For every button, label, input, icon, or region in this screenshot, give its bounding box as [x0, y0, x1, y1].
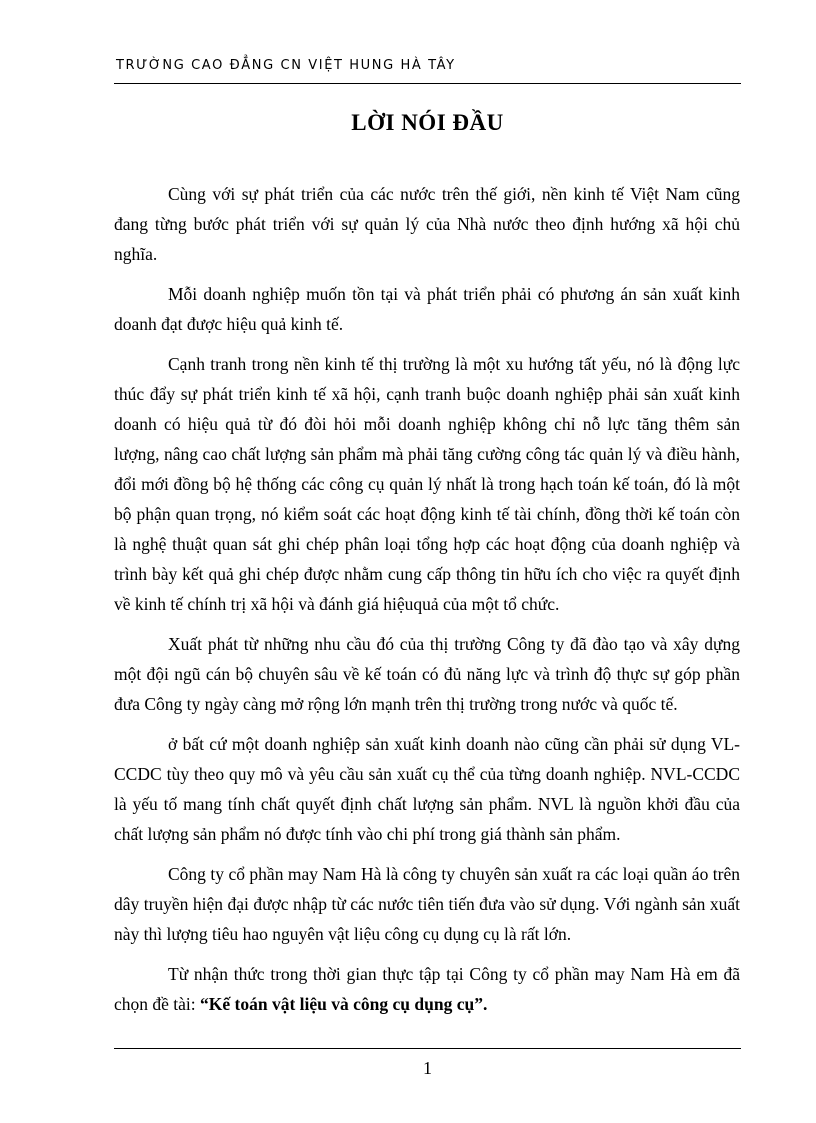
paragraph: Mỗi doanh nghiệp muốn tồn tại và phát triển phải có phương án sản xuất kinh doanh đạt được hiệu quả kinh tế.	[114, 284, 740, 334]
paragraph: Công ty cổ phần may Nam Hà là công ty chuyên sản xuất ra các loại quần áo trên dây truyền hiện đại được nhập từ các nước tiên tiến đưa vào sử dụng. Với ngành sản xuất này thì lượng tiêu hao nguyên vật liệu công cụ dụng cụ là rất lớn.	[114, 864, 740, 944]
header-divider	[114, 83, 741, 84]
page-number: 1	[423, 1058, 432, 1078]
page-header: TRƯỜNG CAO ĐẲNG CN VIỆT HUNG HÀ TÂY	[116, 58, 456, 73]
topic-title: “Kế toán vật liệu và công cụ dụng cụ”.	[200, 994, 488, 1014]
paragraph: Xuất phát từ những nhu cầu đó của thị trường Công ty đã đào tạo và xây dựng một đội ngũ cán bộ chuyên sâu về kế toán có đủ năng lực và trình độ thực sự góp phần đưa Công ty ngày càng mở rộng lớn mạnh trên thị trường trong nước và quốc tế.	[114, 634, 740, 714]
footer-divider	[114, 1048, 741, 1049]
page-title: LỜI NÓI ĐẦU	[351, 110, 504, 135]
closing-paragraph	[114, 959, 740, 1019]
closing-text: Từ nhận thức trong thời gian thực tập tại Công ty cổ phần may Nam Hà em đã chọn đề tài:	[114, 964, 740, 1014]
paragraph: Cùng với sự phát triển của các nước trên thế giới, nền kinh tế Việt Nam cũng đang từng bước phát triển với sự quản lý của Nhà nước theo định hướng xã hội chủ nghĩa.	[114, 184, 740, 264]
document-body	[114, 179, 740, 1019]
paragraph: Cạnh tranh trong nền kinh tế thị trường là một xu hướng tất yếu, nó là động lực thúc đẩy sự phát triển kinh tế xã hội, cạnh tranh buộc doanh nghiệp phải sản xuất kinh doanh có hiệu quả từ đó đòi hỏi mỗi doanh nghiệp không chỉ nỗ lực tăng thêm sản lượng, nâng cao chất lượng sản phẩm mà phải tăng cường công tác quản lý và điều hành, đổi mới đồng bộ hệ thống các công cụ quản lý nhất là trong hạch toán kế toán, đó là một bộ phận quan trọng, nó kiểm soát các hoạt động kinh tế tài chính, đồng thời kế toán còn là nghệ thuật quan sát ghi chép phân loại tổng hợp các hoạt động của doanh nghiệp và trình bày kết quả ghi chép được nhằm cung cấp thông tin hữu ích cho việc ra quyết định về kinh tế chính trị xã hội và đánh giá hiệuquả của một tổ chức.	[114, 354, 740, 614]
paragraph: ở bất cứ một doanh nghiệp sản xuất kinh doanh nào cũng cần phải sử dụng VL-CCDC tùy theo quy mô và yêu cầu sản xuất cụ thể của từng doanh nghiệp. NVL-CCDC là yếu tố mang tính chất quyết định chất lượng sản phẩm. NVL là nguồn khởi đầu của chất lượng sản phẩm nó được tính vào chi phí trong giá thành sản phẩm.	[114, 734, 740, 844]
